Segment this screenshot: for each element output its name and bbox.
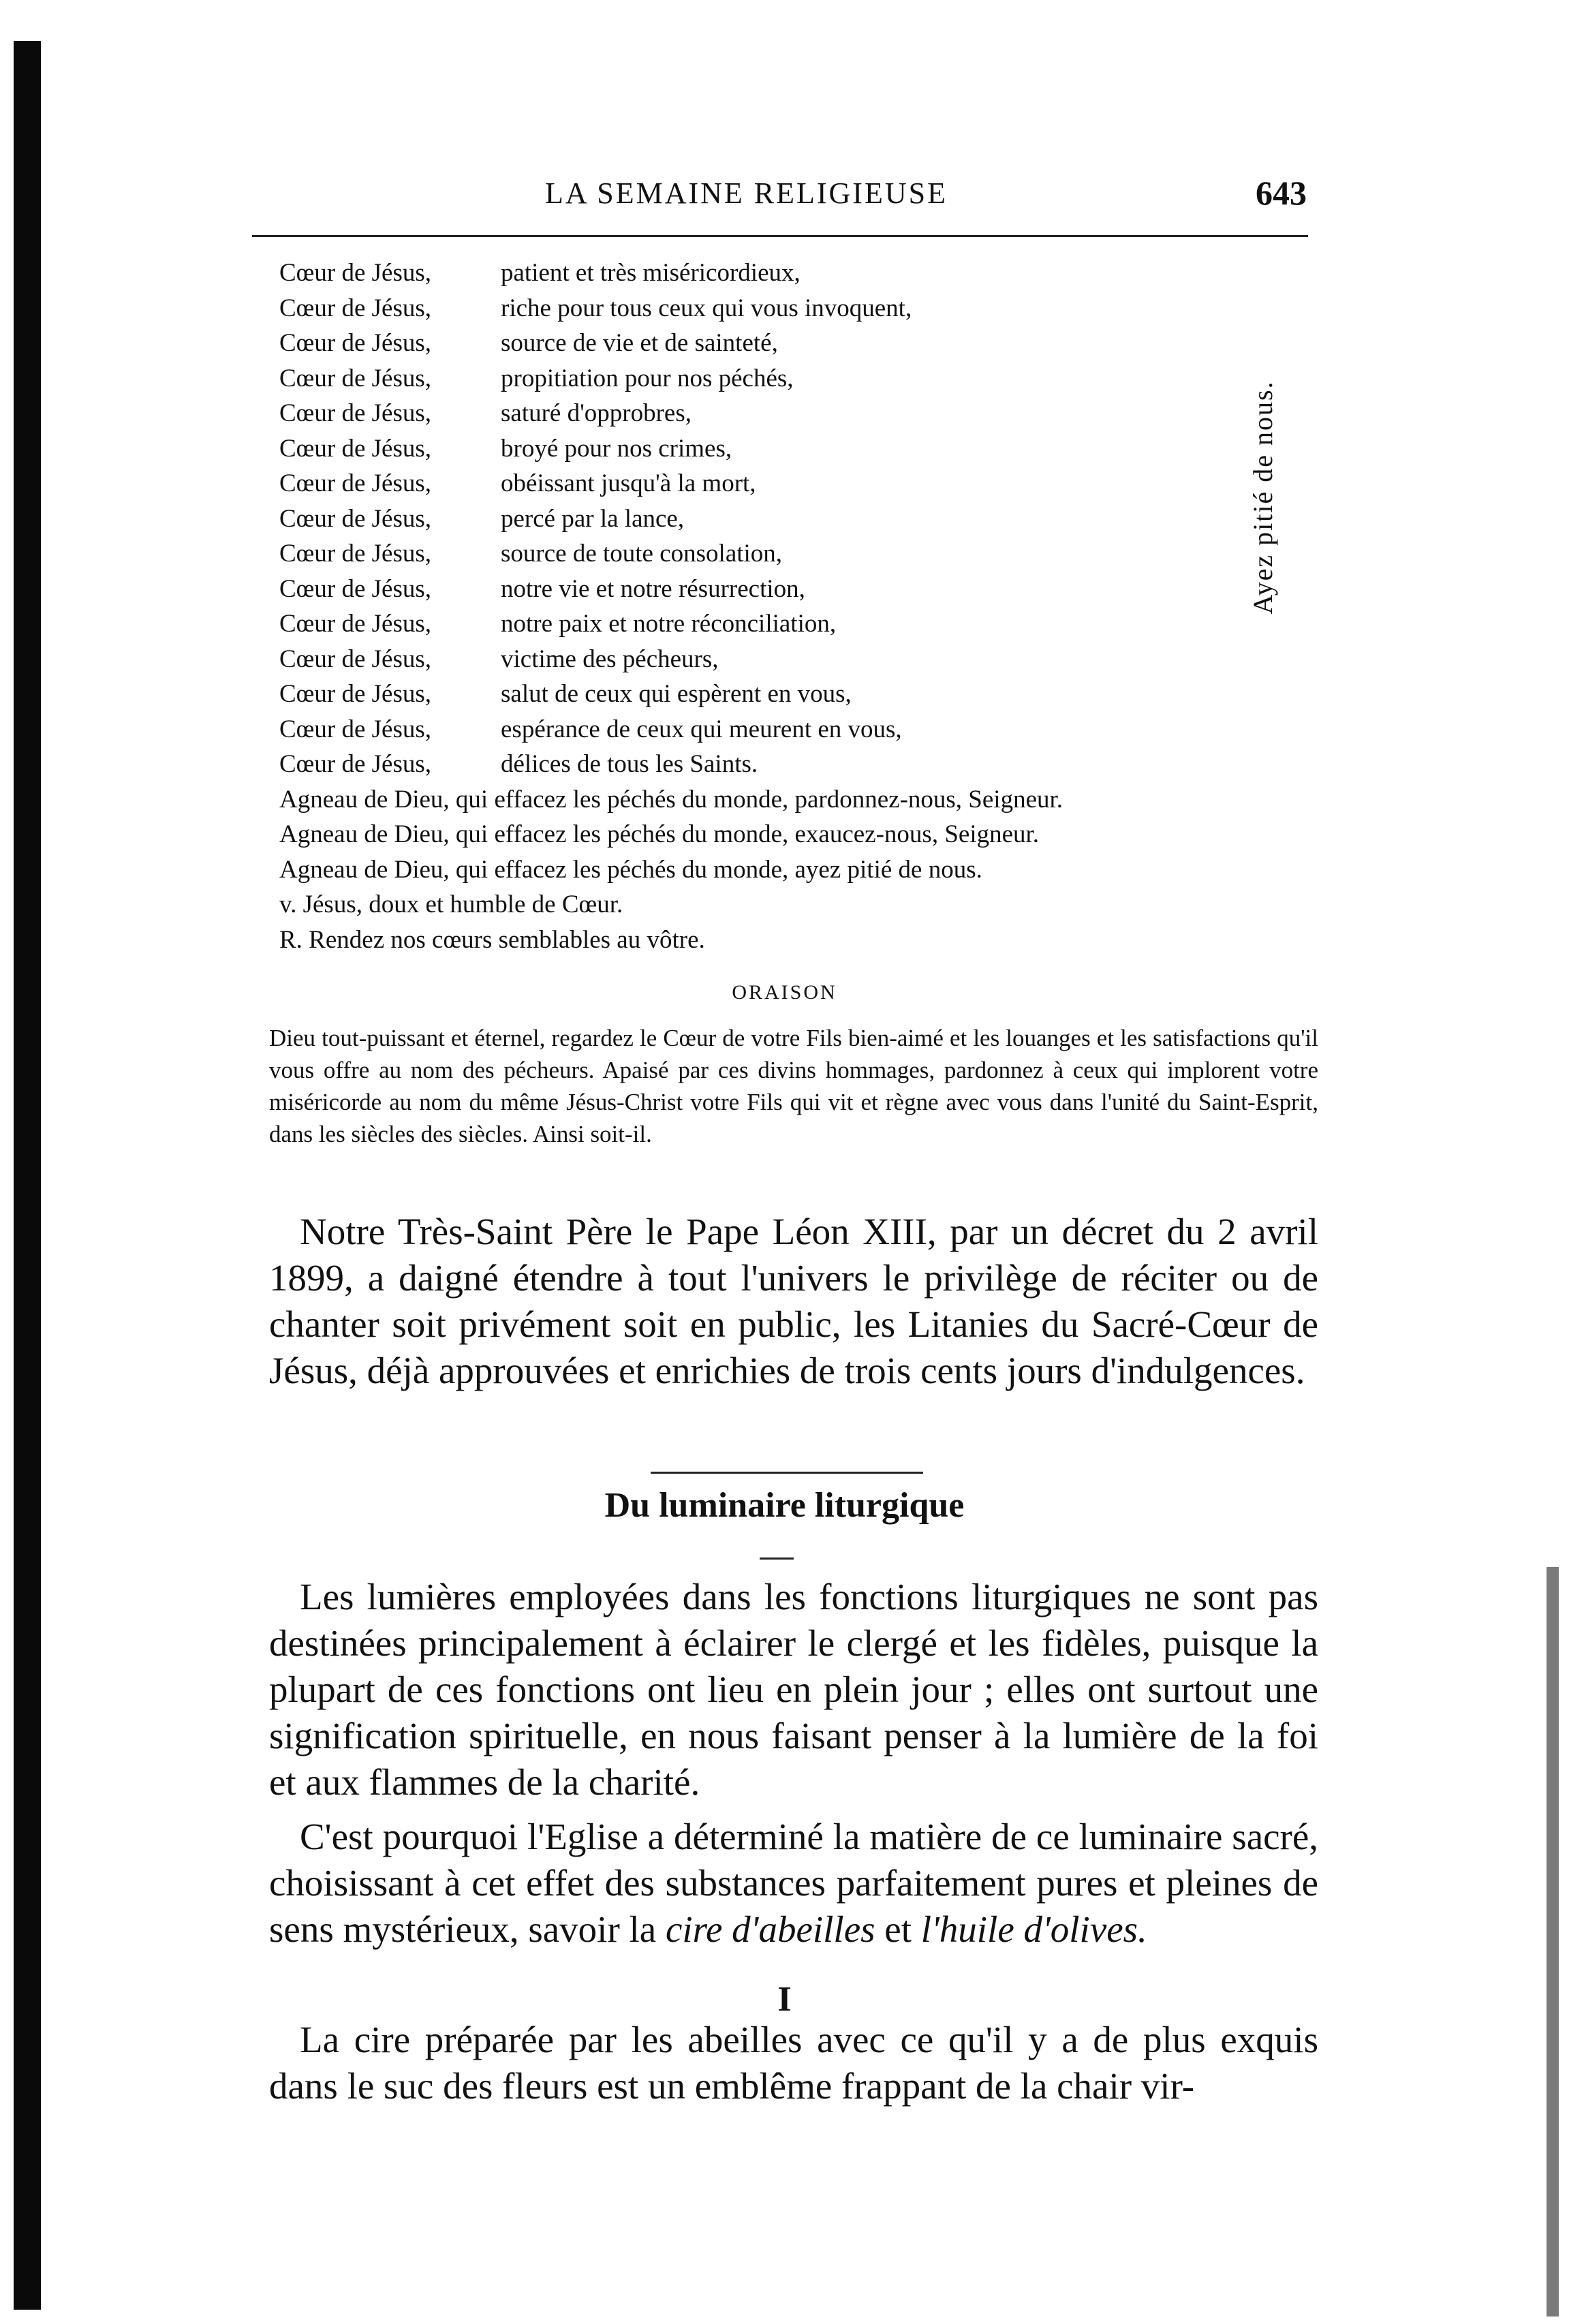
responsory: R. Rendez nos cœurs semblables au vôtre.	[279, 925, 705, 954]
page-header	[252, 176, 1307, 223]
decree-text: Notre Très-Saint Père le Pape Léon XIII, par un décret du 2 avril 1899, a daigné étendre à tout l'univers le privilège de réciter ou de chanter soit privément soit en public, les Litanies du Sacré-Cœur de Jésus, déjà approuvées et enrichies de trois cents jours d'indulgences.	[269, 1211, 1318, 1391]
litany-line	[279, 677, 1369, 712]
litany-text: délices de tous les Saints.	[501, 750, 758, 778]
agnus-line: Agneau de Dieu, qui effacez les péchés du monde, exaucez-nous, Seigneur.	[279, 820, 1040, 848]
litany-text: source de toute consolation,	[501, 540, 783, 568]
litany-line	[279, 572, 1369, 607]
para2-mid: et	[875, 1908, 921, 1950]
agnus-line: Agneau de Dieu, qui effacez les péchés du monde, pardonnez-nous, Seigneur.	[279, 785, 1063, 814]
litany-invocation: Cœur de Jésus,	[279, 715, 432, 743]
litany-line	[279, 606, 1369, 642]
litany-text: percé par la lance,	[501, 504, 685, 533]
page-number: 643	[1256, 174, 1307, 212]
section-body	[269, 1574, 1318, 1953]
section-separator	[651, 1472, 923, 1474]
litany-text: propitiation pour nos péchés,	[501, 364, 794, 392]
litany-line	[279, 466, 1369, 501]
section-paragraph-3: La cire préparée par les abeilles avec ce qu'il y a de plus exquis dans le suc des fleurs est un emblême frappant de la chair vir-	[269, 2019, 1318, 2107]
para2-start: C'est pourquoi l'Eglise a déterminé la matière de ce luminaire sacré, choisissant à cet effet des substances parfaitement pures et pleines de sens mystérieux, savoir la	[269, 1816, 1318, 1950]
litany-invocation: Cœur de Jésus,	[279, 680, 432, 708]
litany-line	[279, 361, 1369, 397]
litany-text: obéissant jusqu'à la mort,	[501, 469, 756, 497]
litany-text: espérance de ceux qui meurent en vous,	[501, 715, 902, 743]
litany-invocation: Cœur de Jésus,	[279, 399, 432, 427]
page-edge-shadow	[1547, 1567, 1559, 2317]
decree-paragraph	[269, 1209, 1318, 1394]
litany-invocation: Cœur de Jésus,	[279, 469, 432, 497]
litany-invocation: Cœur de Jésus,	[279, 540, 432, 568]
litany-invocation: Cœur de Jésus,	[279, 504, 432, 533]
litany-invocation: Cœur de Jésus,	[279, 294, 432, 322]
litany-line	[279, 747, 1369, 782]
running-title: LA SEMAINE RELIGIEUSE	[545, 176, 948, 210]
litany-text: notre vie et notre résurrection,	[501, 574, 805, 603]
litany-line	[279, 536, 1369, 572]
oraison-title: ORAISON	[732, 981, 837, 1004]
litany-line	[279, 712, 1369, 747]
litany-line	[279, 255, 1369, 291]
litany-text: source de vie et de sainteté,	[501, 329, 778, 357]
litany-line	[279, 396, 1369, 431]
litany-invocation: Cœur de Jésus,	[279, 259, 432, 287]
litany-line	[279, 291, 1369, 326]
oraison-text: Dieu tout-puissant et éternel, regardez le Cœur de votre Fils bien-aimé et les louanges et les satisfactions qu'il vous offre au nom des pécheurs. Apaisé par ces divins hommages, pardonnez à ceux qui implorent votre miséricorde au nom du même Jésus-Christ votre Fils qui vit et règne avec vous dans l'unité du Saint-Esprit, dans les siècles des siècles. Ainsi soit-il.	[269, 1025, 1318, 1147]
subsection-body	[269, 2017, 1318, 2109]
para2-italic-1: cire d'abeilles	[665, 1908, 875, 1950]
litany-invocation: Cœur de Jésus,	[279, 364, 432, 392]
section-title: Du luminaire liturgique	[604, 1486, 965, 1525]
litany-invocation: Cœur de Jésus,	[279, 434, 432, 463]
litany-line	[279, 431, 1369, 467]
subsection-numeral: I	[777, 1980, 792, 2019]
litany-text: salut de ceux qui espèrent en vous,	[501, 680, 852, 708]
book-spine-shadow	[14, 41, 41, 2310]
para2-italic-2: l'huile d'olives.	[920, 1908, 1147, 1950]
litany-invocation: Cœur de Jésus,	[279, 329, 432, 357]
litany-text: saturé d'opprobres,	[501, 399, 692, 427]
litany-invocation: Cœur de Jésus,	[279, 610, 432, 638]
litany-response-vertical: Ayez pitié de nous.	[1247, 380, 1278, 615]
litany-line	[279, 642, 1369, 677]
litany-invocation: Cœur de Jésus,	[279, 574, 432, 603]
litany-invocation: Cœur de Jésus,	[279, 750, 432, 778]
versicle: v. Jésus, doux et humble de Cœur.	[279, 890, 623, 918]
litany-text: broyé pour nos crimes,	[501, 434, 732, 463]
header-rule	[252, 235, 1308, 237]
litany-invocation: Cœur de Jésus,	[279, 645, 432, 673]
section-paragraph-2	[269, 1814, 1318, 1953]
title-dash	[760, 1558, 794, 1560]
litany-block	[279, 255, 1369, 957]
litany-line	[279, 501, 1369, 537]
litany-text: patient et très miséricordieux,	[501, 259, 801, 287]
litany-line	[279, 326, 1369, 361]
litany-text: victime des pécheurs,	[501, 645, 719, 673]
litany-text: riche pour tous ceux qui vous invoquent,	[501, 294, 912, 322]
section-paragraph-1: Les lumières employées dans les fonctions liturgiques ne sont pas destinées principalement à éclairer le clergé et les fidèles, puisque la plupart de ces fonctions ont lieu en plein jour ; elles ont surtout une signification spirituelle, en nous faisant penser à la lumière de la foi et aux flammes de la charité.	[269, 1576, 1318, 1803]
litany-text: notre paix et notre réconciliation,	[501, 610, 837, 638]
agnus-line: Agneau de Dieu, qui effacez les péchés du monde, ayez pitié de nous.	[279, 855, 982, 884]
